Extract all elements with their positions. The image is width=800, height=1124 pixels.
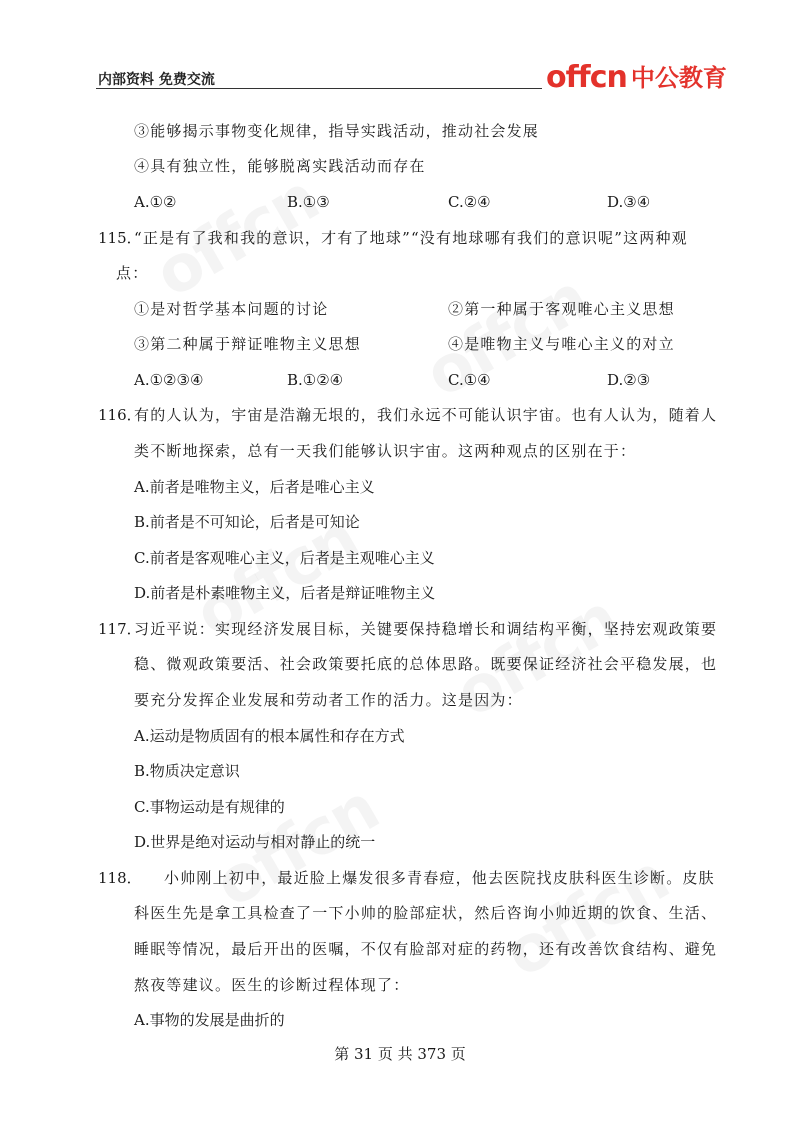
q115-statement-3: ③第二种属于辩证唯物主义思想 [134,335,361,353]
header-divider [96,88,542,89]
q115-stem-line: “正是有了我和我的意识，才有了地球”“没有地球哪有我们的意识呢”这两种观 [134,229,688,247]
q117-stem-line: 习近平说：实现经济发展目标，关键要保持稳增长和调结构平衡，坚持宏观政策要 [134,620,718,638]
q117-option-a: A.运动是物质固有的根本属性和存在方式 [134,727,405,745]
q115-stem-line: 点： [116,264,149,282]
q115-number: 115． [98,229,142,247]
q118-stem-line: 熬夜等建议。医生的诊断过程体现了： [134,976,410,994]
q114-statement-4: ④具有独立性，能够脱离实践活动而存在 [134,157,426,175]
q115-option-a: A.①②③④ [134,371,204,389]
logo-chinese-text: 中公教育 [630,64,727,92]
page-number: 第 31 页 共 373 页 [334,1045,466,1063]
q116-stem-line: 有的人认为，宇宙是浩瀚无垠的，我们永远不可能认识宇宙。也有人认为，随着人 [134,406,718,424]
q115-statement-2: ②第一种属于客观唯心主义思想 [448,300,675,318]
q114-option-b: B.①③ [287,193,330,211]
q116-stem-line: 类不断地探索，总有一天我们能够认识宇宙。这两种观点的区别在于： [134,442,637,460]
q115-statement-1: ①是对哲学基本问题的讨论 [134,300,329,318]
q115-option-b: B.①②④ [287,371,344,389]
q117-option-d: D.世界是绝对运动与相对静止的统一 [134,833,376,851]
q118-stem-line: 科医生先是拿工具检查了一下小帅的脸部症状，然后咨询小帅近期的饮食、生活、 [134,904,718,922]
q116-option-d: D.前者是朴素唯物主义，后者是辩证唯物主义 [134,584,436,602]
q114-statement-3: ③能够揭示事物变化规律，指导实践活动，推动社会发展 [134,122,540,140]
q118-number: 118． [98,869,142,887]
q115-option-d: D.②③ [607,371,651,389]
q118-stem-line: 小帅刚上初中，最近脸上爆发很多青春痘，他去医院找皮肤科医生诊断。皮肤 [164,869,715,887]
q117-stem-line: 稳、微观政策要活、社会政策要托底的总体思路。既要保证经济社会平稳发展，也 [134,655,718,673]
offcn-logo [546,60,727,96]
q114-option-c: C.②④ [448,193,491,211]
q118-option-a: A.事物的发展是曲折的 [134,1011,285,1029]
q116-option-b: B.前者是不可知论，后者是可知论 [134,513,360,531]
q114-option-a: A.①② [134,193,177,211]
q115-statement-4: ④是唯物主义与唯心主义的对立 [448,335,675,353]
header-label: 内部资料 免费交流 [98,72,215,88]
q116-option-c: C.前者是客观唯心主义，后者是主观唯心主义 [134,549,435,567]
q117-stem-line: 要充分发挥企业发展和劳动者工作的活力。这是因为： [134,691,523,709]
q115-option-c: C.①④ [448,371,491,389]
q116-number: 116． [98,406,142,424]
q117-option-c: C.事物运动是有规律的 [134,798,285,816]
q118-stem-line: 睡眠等情况，最后开出的医嘱，不仅有脸部对症的药物，还有改善饮食结构、避免 [134,940,718,958]
q116-option-a: A.前者是唯物主义，后者是唯心主义 [134,478,375,496]
q114-option-d: D.③④ [607,193,651,211]
logo-mark: offcn [546,60,627,95]
q117-number: 117． [98,620,142,638]
q117-option-b: B.物质决定意识 [134,762,240,780]
